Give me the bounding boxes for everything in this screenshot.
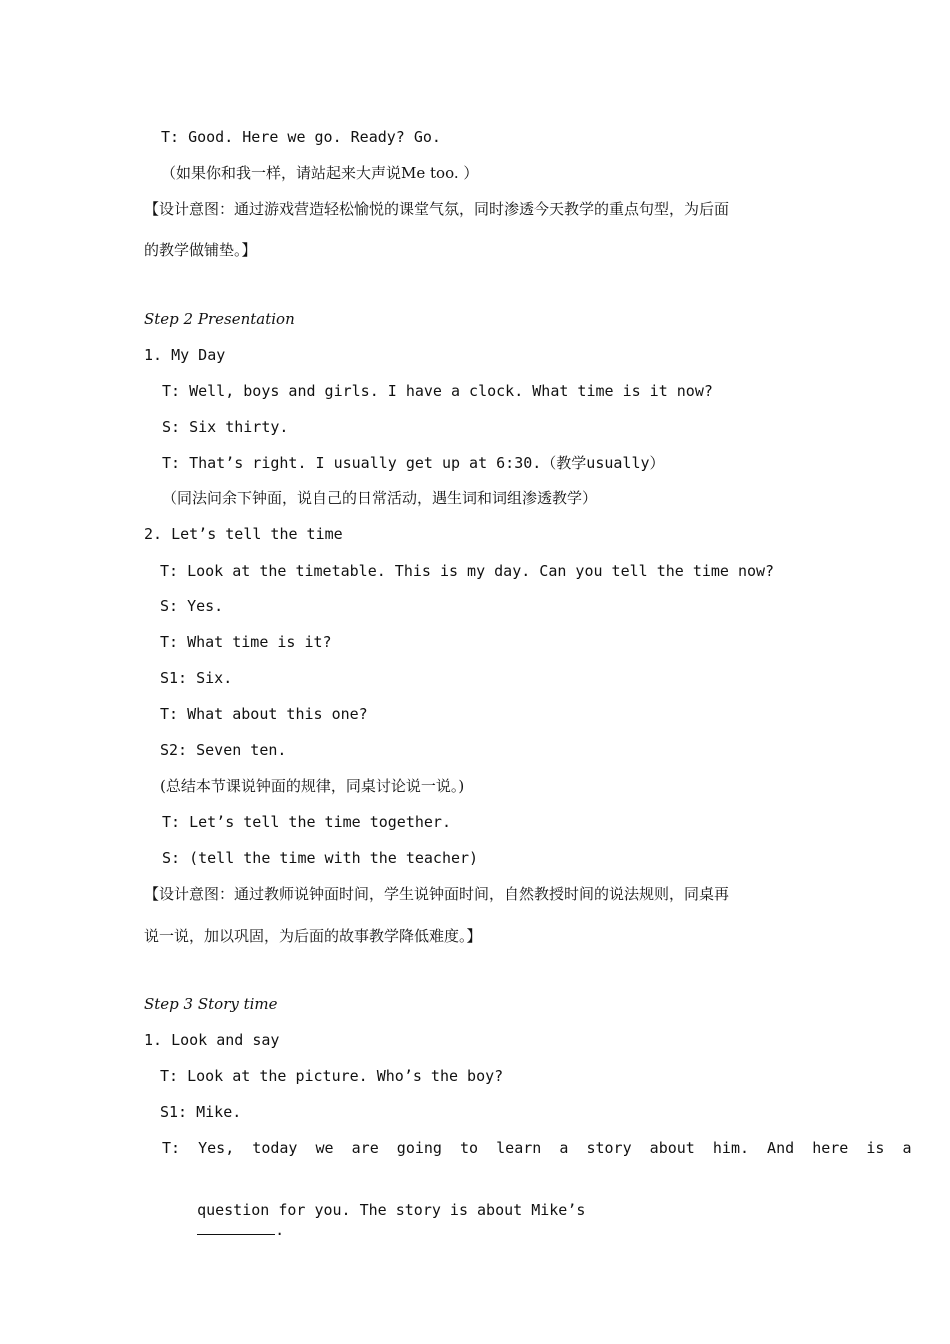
dialogue-line: T: That’s right. I usually get up at 6:30.（教学usually） — [162, 454, 665, 472]
dialogue-line: T: Look at the picture. Who’s the boy? — [160, 1067, 504, 1085]
dialogue-line: T: Good. Here we go. Ready? Go. — [161, 128, 441, 146]
design-intent: 【设计意图：通过游戏营造轻松愉悦的课堂气氛，同时渗透今天教学的重点句型，为后面 — [144, 200, 730, 218]
section-heading: Step 2 Presentation — [144, 310, 295, 328]
design-intent: 【设计意图：通过教师说钟面时间，学生说钟面时间，自然教授时间的说法规则，同桌再 — [144, 885, 730, 903]
dialogue-line: T: What about this one? — [160, 705, 368, 723]
design-intent-cont: 的教学做铺垫。】 — [144, 241, 257, 259]
subsection-title: 1. Look and say — [144, 1031, 280, 1049]
question-text: question for you. The story is about Mike’s — [197, 1201, 586, 1219]
instruction-note: （如果你和我一样，请站起来大声说Me too. ） — [161, 164, 479, 182]
dialogue-line: S1: Six. — [160, 669, 233, 687]
dialogue-line: S: (tell the time with the teacher) — [162, 849, 479, 867]
dialogue-line: S2: Seven ten. — [160, 741, 287, 759]
answer-blank — [197, 1220, 275, 1235]
subsection-title: 2. Let’s tell the time — [144, 525, 343, 543]
question-end: . — [275, 1221, 285, 1239]
instruction-note: （同法问余下钟面，说自己的日常活动，遇生词和词组渗透教学） — [162, 489, 598, 507]
dialogue-line: T: Let’s tell the time together. — [162, 813, 451, 831]
instruction-note: (总结本节课说钟面的规律，同桌讨论说一说。) — [160, 777, 465, 795]
dialogue-line: S: Six thirty. — [162, 418, 289, 436]
dialogue-line: T: Yes, today we are going to learn a story about him. And here is a — [162, 1139, 912, 1157]
design-intent-cont: 说一说，加以巩固，为后面的故事教学降低难度。】 — [144, 927, 482, 945]
section-heading: Step 3 Story time — [144, 995, 278, 1013]
question-line — [179, 1180, 585, 1240]
dialogue-line: T: Look at the timetable. This is my day. Can you tell the time now? — [160, 562, 775, 580]
dialogue-line: T: Well, boys and girls. I have a clock. What time is it now? — [162, 382, 713, 400]
subsection-title: 1. My Day — [144, 346, 226, 364]
dialogue-line: T: What time is it? — [160, 633, 332, 651]
dialogue-line: S1: Mike. — [160, 1103, 242, 1121]
dialogue-line: S: Yes. — [160, 597, 224, 615]
